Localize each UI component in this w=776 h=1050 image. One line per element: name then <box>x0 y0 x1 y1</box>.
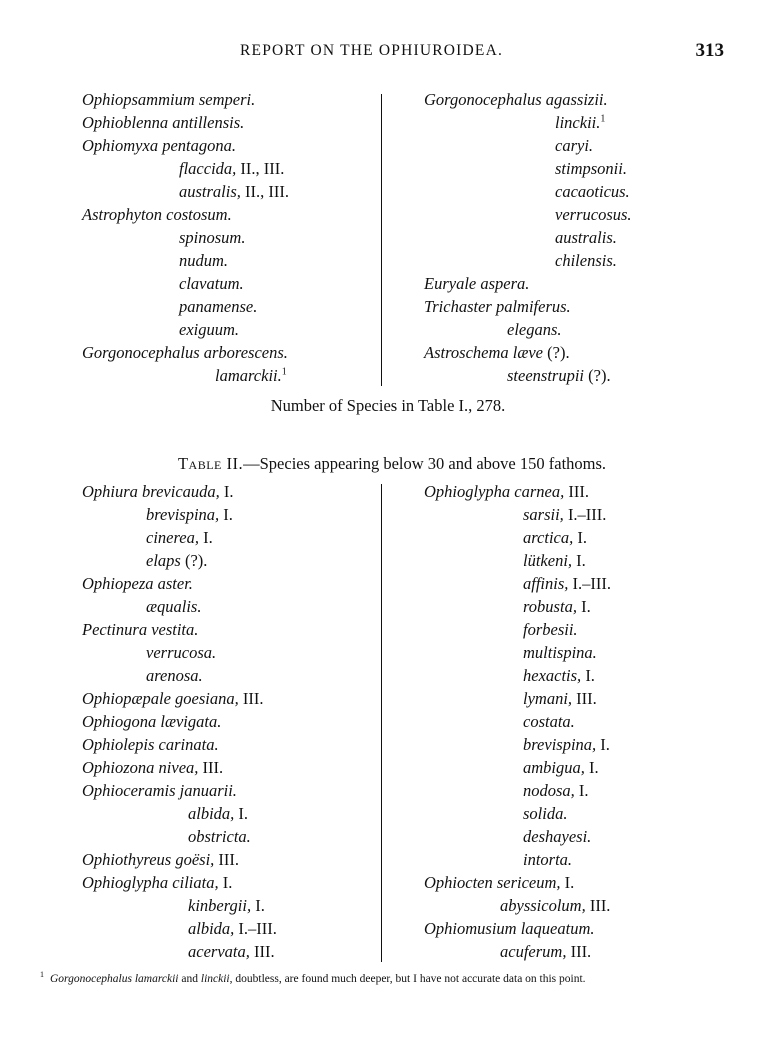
running-title: REPORT ON THE OPHIUROIDEA. <box>240 42 504 59</box>
species-name: Ophiolepis carinata. <box>82 735 219 754</box>
footnote-mark: 1 <box>40 970 44 979</box>
species-entry <box>523 641 597 664</box>
species-name: Ophioglypha ciliata, <box>82 873 219 892</box>
column-divider <box>381 94 382 386</box>
species-name: Ophiogona lævigata. <box>82 712 222 731</box>
species-name: Ophiomusium laqueatum. <box>424 919 595 938</box>
species-name: australis. <box>555 228 617 247</box>
species-entry <box>179 295 257 318</box>
depth-zones: I. <box>584 758 599 777</box>
species-entry <box>555 180 630 203</box>
species-entry <box>82 618 198 641</box>
species-name: ambigua, <box>523 758 585 777</box>
species-name: acuferum, <box>500 942 567 961</box>
species-entry <box>215 364 287 387</box>
species-name: Euryale aspera. <box>424 274 530 293</box>
species-name: albida, <box>188 804 235 823</box>
species-name: flaccida, <box>179 159 237 178</box>
species-entry <box>82 572 193 595</box>
species-entry <box>500 940 591 963</box>
species-entry <box>146 503 233 526</box>
species-name: forbesii. <box>523 620 578 639</box>
species-name: albida, <box>188 919 235 938</box>
species-name: lamarckii. <box>215 366 282 385</box>
species-name: kinbergii, <box>188 896 252 915</box>
species-name: lütkeni, <box>523 551 573 570</box>
species-entry <box>82 341 288 364</box>
depth-zones: I. <box>574 781 589 800</box>
depth-zones: III. <box>198 758 224 777</box>
species-entry <box>82 710 221 733</box>
species-entry <box>523 779 589 802</box>
species-total-line: Number of Species in Table I., 278. <box>270 396 506 415</box>
depth-zones: I. <box>219 505 233 524</box>
footnote <box>40 970 586 985</box>
species-name: Trichaster palmiferus. <box>424 297 571 316</box>
page-number: 313 <box>695 40 724 61</box>
species-name: obstricta. <box>188 827 251 846</box>
species-entry <box>146 664 203 687</box>
species-entry <box>188 917 277 940</box>
species-entry <box>179 249 228 272</box>
species-name: deshayesi. <box>523 827 592 846</box>
species-name: exiguum. <box>179 320 240 339</box>
column-divider <box>381 484 382 962</box>
species-name: arenosa. <box>146 666 203 685</box>
species-entry <box>82 88 255 111</box>
species-name: Astrophyton costosum. <box>82 205 232 224</box>
species-name: affinis, <box>523 574 569 593</box>
depth-zones: (?). <box>180 551 208 570</box>
table2-caption <box>4 454 776 474</box>
depth-zones: I.–III. <box>563 505 607 524</box>
species-entry <box>555 111 605 134</box>
species-name: linckii. <box>555 113 601 132</box>
species-entry <box>507 318 562 341</box>
species-entry <box>146 526 213 549</box>
species-name: panamense. <box>179 297 258 316</box>
species-entry <box>424 917 595 940</box>
depth-zones: (?). <box>584 366 611 385</box>
species-entry <box>523 733 610 756</box>
species-name: solida. <box>523 804 568 823</box>
species-entry <box>179 226 245 249</box>
depth-zones: I. <box>560 873 575 892</box>
depth-zones: I. <box>596 735 610 754</box>
depth-zones: I.–III. <box>568 574 611 593</box>
species-name: australis, <box>179 182 241 201</box>
species-name: Ophioceramis januarii. <box>82 781 237 800</box>
species-entry <box>188 940 275 963</box>
species-entry <box>82 756 223 779</box>
species-entry <box>424 295 571 318</box>
species-name: cinerea, <box>146 528 199 547</box>
species-entry <box>146 595 201 618</box>
species-name: Ophioglypha carnea, <box>424 482 565 501</box>
species-name: elegans. <box>507 320 562 339</box>
species-entry <box>179 272 244 295</box>
species-entry <box>555 226 617 249</box>
species-entry <box>500 894 610 917</box>
depth-zones: I. <box>251 896 265 915</box>
species-name: nudum. <box>179 251 229 270</box>
species-name: acervata, <box>188 942 250 961</box>
species-name: verrucosa. <box>146 643 217 662</box>
footnote-ref: 1 <box>281 366 287 378</box>
species-entry <box>179 318 239 341</box>
species-entry <box>523 687 597 710</box>
species-name: Ophiothyreus goësi, <box>82 850 215 869</box>
species-name: Astroschema læve <box>424 343 543 362</box>
species-entry <box>523 848 572 871</box>
species-name: spinosum. <box>179 228 246 247</box>
species-name: clavatum. <box>179 274 244 293</box>
species-name: Pectinura vestita. <box>82 620 199 639</box>
species-entry <box>523 572 611 595</box>
depth-zones: III. <box>585 896 611 915</box>
species-entry <box>82 871 232 894</box>
species-entry <box>424 341 570 364</box>
species-entry <box>507 364 611 387</box>
table2-label: Table II. <box>177 454 244 473</box>
depth-zones: I. <box>199 528 213 547</box>
table1-continued <box>0 88 776 388</box>
running-header <box>0 42 776 66</box>
table2 <box>0 480 776 965</box>
depth-zones: III. <box>249 942 275 961</box>
depth-zones: (?). <box>543 343 570 362</box>
species-entry <box>523 664 595 687</box>
species-entry <box>179 180 289 203</box>
species-entry <box>82 687 263 710</box>
depth-zones: III. <box>564 482 589 501</box>
species-name: elaps <box>146 551 181 570</box>
depth-zones: II., III. <box>240 182 290 201</box>
species-name: sarsii, <box>523 505 564 524</box>
depth-zones: II., III. <box>236 159 285 178</box>
depth-zones: I. <box>234 804 249 823</box>
species-entry <box>523 710 575 733</box>
species-name: cacaoticus. <box>555 182 630 201</box>
species-entry <box>523 526 587 549</box>
species-name: lymani, <box>523 689 573 708</box>
species-name: Gorgonocephalus arborescens. <box>82 343 288 362</box>
species-name: robusta, <box>523 597 577 616</box>
depth-zones: I. <box>573 528 587 547</box>
species-name: arctica, <box>523 528 574 547</box>
species-entry <box>555 134 593 157</box>
species-name: chilensis. <box>555 251 617 270</box>
footnote-connector: and <box>178 972 201 985</box>
species-name: verrucosus. <box>555 205 632 224</box>
species-entry <box>82 733 219 756</box>
species-entry <box>523 825 591 848</box>
species-name: steenstrupii <box>507 366 584 385</box>
species-name: abyssicolum, <box>500 896 586 915</box>
species-entry <box>179 157 284 180</box>
footnote-text: , doubtless, are found much deeper, but I have not accurate data on this point. <box>229 972 586 985</box>
species-entry <box>188 825 251 848</box>
species-entry <box>424 272 529 295</box>
species-name: Ophioblenna antillensis. <box>82 113 245 132</box>
species-entry <box>523 802 567 825</box>
species-entry <box>523 549 586 572</box>
species-entry <box>555 203 632 226</box>
species-name: Ophiopeza aster. <box>82 574 193 593</box>
species-entry <box>523 618 578 641</box>
depth-zones: I. <box>218 873 233 892</box>
depth-zones: I. <box>581 666 595 685</box>
species-name: Ophiura brevicauda, <box>82 482 220 501</box>
species-name: multispina. <box>523 643 597 662</box>
species-name: Gorgonocephalus agassizii. <box>424 90 608 109</box>
species-entry <box>82 848 239 871</box>
depth-zones: III. <box>214 850 240 869</box>
depth-zones: III. <box>566 942 592 961</box>
species-entry <box>82 111 244 134</box>
species-name: Ophiomyxa pentagona. <box>82 136 236 155</box>
species-entry <box>424 88 608 111</box>
species-entry <box>555 157 627 180</box>
species-name: hexactis, <box>523 666 582 685</box>
species-entry <box>523 595 591 618</box>
depth-zones: III. <box>238 689 264 708</box>
species-entry <box>82 779 237 802</box>
depth-zones: I. <box>219 482 234 501</box>
species-name: Ophiocten sericeum, <box>424 873 561 892</box>
species-name: costata. <box>523 712 575 731</box>
depth-zones: I. <box>572 551 586 570</box>
species-name: intorta. <box>523 850 573 869</box>
table2-caption-text: —Species appearing below 30 and above 150 fathoms. <box>243 454 607 473</box>
species-name: brevispina, <box>523 735 597 754</box>
species-entry <box>146 641 216 664</box>
species-name: caryi. <box>555 136 594 155</box>
footnote-species-a: Gorgonocephalus lamarckii <box>50 972 179 985</box>
species-name: Ophiopsammium semperi. <box>82 90 256 109</box>
species-name: æqualis. <box>146 597 202 616</box>
species-name: nodosa, <box>523 781 575 800</box>
species-entry <box>82 134 236 157</box>
footnote-species-b: linckii <box>200 972 230 985</box>
species-name: brevispina, <box>146 505 220 524</box>
species-entry <box>146 549 207 572</box>
species-entry <box>188 802 248 825</box>
species-name: stimpsonii. <box>555 159 627 178</box>
species-entry <box>555 249 617 272</box>
depth-zones: I. <box>576 597 591 616</box>
footnote-ref: 1 <box>600 113 606 125</box>
species-name: Ophiozona nivea, <box>82 758 199 777</box>
species-entry <box>82 203 232 226</box>
species-entry <box>523 503 606 526</box>
species-entry <box>82 480 234 503</box>
species-entry <box>188 894 265 917</box>
species-name: Ophiopæpale goesiana, <box>82 689 239 708</box>
species-entry <box>424 480 589 503</box>
depth-zones: I.–III. <box>234 919 277 938</box>
species-entry <box>424 871 574 894</box>
depth-zones: III. <box>572 689 597 708</box>
species-entry <box>523 756 599 779</box>
